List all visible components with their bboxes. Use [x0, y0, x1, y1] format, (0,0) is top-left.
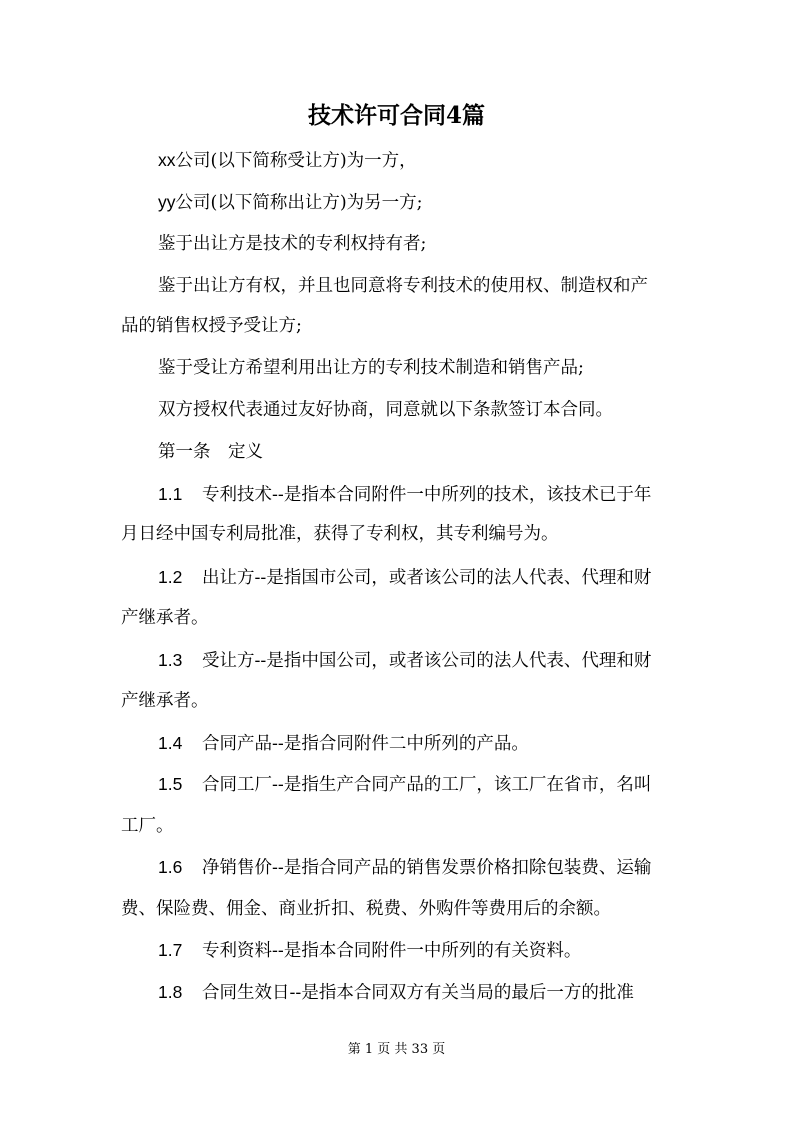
document-title: 技术许可合同4篇: [307, 102, 485, 129]
clause-1-1-line1: [158, 482, 651, 507]
paragraph-whereas-3: 鉴于受让方希望利用出让方的专利技术制造和销售产品;: [158, 358, 584, 378]
clause-1-6-line1: [158, 855, 651, 880]
paragraph-whereas-2-line2: 品的销售权授予受让方;: [121, 316, 302, 336]
clause-1-8-line1: [158, 980, 634, 1005]
clause-text: 合同产品--是指合同附件二中所列的产品。: [202, 734, 529, 754]
clause-1-1-line2: 月日经中国专利局批准，获得了专利权，其专利编号为。: [121, 524, 559, 544]
clause-1-7-line1: [158, 938, 581, 963]
party-b-text: 公司(以下简称出让方)为另一方;: [175, 193, 423, 213]
clause-1-6-line2: 费、保险费、佣金、商业折扣、税费、外购件等费用后的余额。: [121, 899, 611, 919]
party-a-code: xx: [158, 150, 176, 170]
clause-text: 净销售价--是指合同产品的销售发票价格扣除包装费、运输: [202, 858, 652, 878]
clause-1-2-line1: [158, 565, 651, 590]
paragraph-agreement: 双方授权代表通过友好协商，同意就以下条款签订本合同。: [158, 400, 613, 420]
paragraph-party-a: [158, 148, 417, 173]
clause-number: 1.4: [158, 733, 183, 753]
clause-1-3-line1: [158, 648, 651, 673]
clause-1-4-line1: [158, 731, 529, 756]
clause-number: 1.7: [158, 940, 183, 960]
clause-number: 1.1: [158, 484, 183, 504]
party-a-text: 公司(以下简称受让方)为一方，: [175, 151, 417, 171]
clause-number: 1.6: [158, 857, 183, 877]
party-b-code: yy: [158, 192, 176, 212]
paragraph-party-b: [158, 190, 423, 215]
clause-number: 1.8: [158, 982, 183, 1002]
clause-1-2-line2: 产继承者。: [121, 608, 209, 628]
clause-1-5-line1: [158, 772, 651, 797]
clause-text: 合同工厂--是指生产合同产品的工厂，该工厂在省市，名叫: [202, 775, 652, 795]
clause-1-3-line2: 产继承者。: [121, 691, 209, 711]
clause-number: 1.3: [158, 650, 183, 670]
clause-text: 专利技术--是指本合同附件一中所列的技术，该技术已于年: [202, 485, 652, 505]
paragraph-whereas-2-line1: 鉴于出让方有权，并且也同意将专利技术的使用权、制造权和产: [158, 276, 648, 296]
page-number-footer: 第 1 页 共 33 页: [347, 1042, 446, 1057]
clause-text: 合同生效日--是指本合同双方有关当局的最后一方的批准: [202, 983, 634, 1003]
clause-text: 专利资料--是指本合同附件一中所列的有关资料。: [202, 941, 582, 961]
clause-1-5-line2: 工厂。: [121, 816, 174, 836]
paragraph-whereas-1: 鉴于出让方是技术的专利权持有者;: [158, 234, 427, 254]
clause-text: 出让方--是指国市公司，或者该公司的法人代表、代理和财: [202, 568, 652, 588]
clause-number: 1.5: [158, 774, 183, 794]
article-heading: 第一条 定义: [158, 442, 263, 462]
clause-text: 受让方--是指中国公司，或者该公司的法人代表、代理和财: [202, 651, 652, 671]
clause-number: 1.2: [158, 567, 183, 587]
